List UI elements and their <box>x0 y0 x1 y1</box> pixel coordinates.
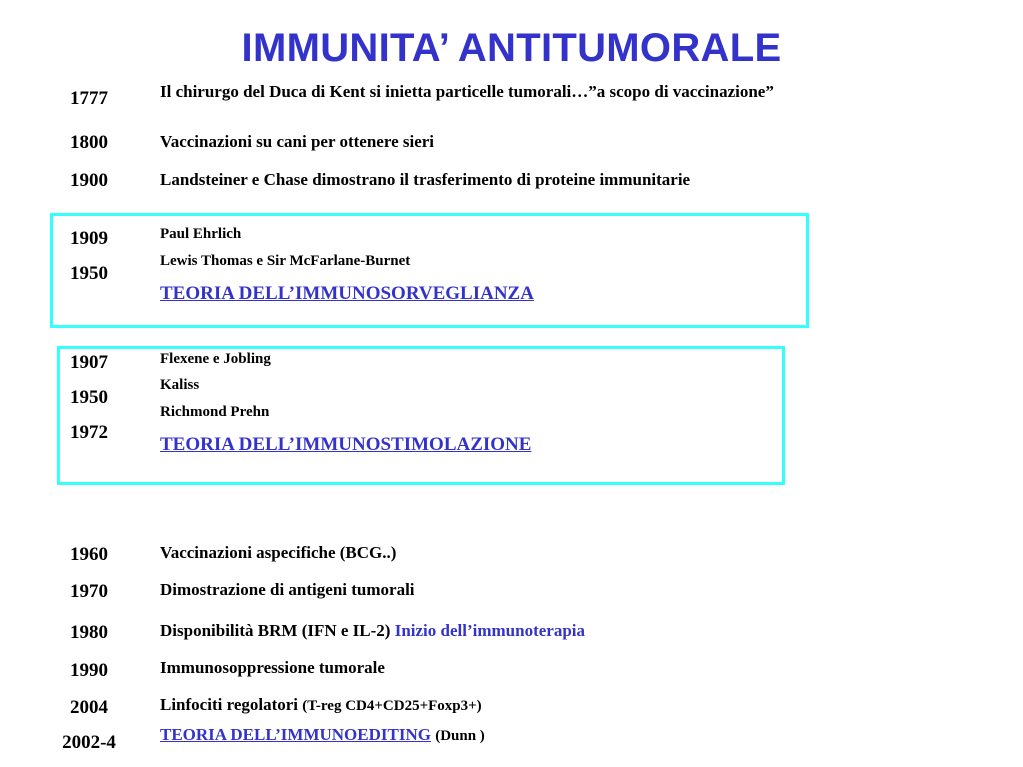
year-1990: 1990 <box>70 660 108 681</box>
event-1800: Vaccinazioni su cani per ottenere sieri <box>160 132 435 151</box>
page-title: IMMUNITA’ ANTITUMORALE <box>241 26 782 70</box>
event-2004 <box>160 696 482 714</box>
theory-immunoediting-link[interactable]: TEORIA DELL’IMMUNOEDITING <box>160 725 431 744</box>
researcher-prehn: Richmond Prehn <box>160 404 270 420</box>
event-1960: Vaccinazioni aspecifiche (BCG..) <box>160 543 397 562</box>
year-1950: 1950 <box>70 263 108 284</box>
event-1900: Landsteiner e Chase dimostrano il trasferimento di proteine immunitarie <box>160 170 691 189</box>
researcher-kaliss: Kaliss <box>160 377 200 393</box>
year-2002-4: 2002-4 <box>62 732 116 753</box>
event-1980-text: Disponibilità BRM (IFN e IL-2) <box>160 621 391 640</box>
researcher-flexene-jobling: Flexene e Jobling <box>160 351 271 367</box>
event-2002-4-detail: (Dunn ) <box>435 728 485 744</box>
theory-immunosurveillance-link[interactable]: TEORIA DELL’IMMUNOSORVEGLIANZA <box>160 283 534 304</box>
event-1777: Il chirurgo del Duca di Kent si inietta particelle tumorali…”a scopo di vaccinazione” <box>160 82 774 101</box>
year-1970: 1970 <box>70 581 108 602</box>
event-1980-highlight: Inizio dell’immunoterapia <box>394 621 586 640</box>
year-1900: 1900 <box>70 170 108 191</box>
year-1777: 1777 <box>70 88 108 109</box>
researcher-thomas-burnet: Lewis Thomas e Sir McFarlane-Burnet <box>160 253 411 269</box>
year-2004: 2004 <box>70 697 108 718</box>
event-1990: Immunosoppressione tumorale <box>160 658 385 677</box>
event-1970: Dimostrazione di antigeni tumorali <box>160 580 415 599</box>
event-1980 <box>160 622 585 639</box>
year-1907: 1907 <box>70 352 108 373</box>
year-1909: 1909 <box>70 228 108 249</box>
year-1800: 1800 <box>70 132 108 153</box>
year-1972: 1972 <box>70 422 108 443</box>
year-1960: 1960 <box>70 544 108 565</box>
year-1950-b: 1950 <box>70 387 108 408</box>
year-1980: 1980 <box>70 622 108 643</box>
event-2004-detail: (T-reg CD4+CD25+Foxp3+) <box>302 698 482 714</box>
theory-immunostimulation-link[interactable]: TEORIA DELL’IMMUNOSTIMOLAZIONE <box>160 434 532 455</box>
event-2002-4 <box>160 726 485 744</box>
researcher-ehrlich: Paul Ehrlich <box>160 226 242 242</box>
event-2004-text: Linfociti regolatori <box>160 695 299 714</box>
